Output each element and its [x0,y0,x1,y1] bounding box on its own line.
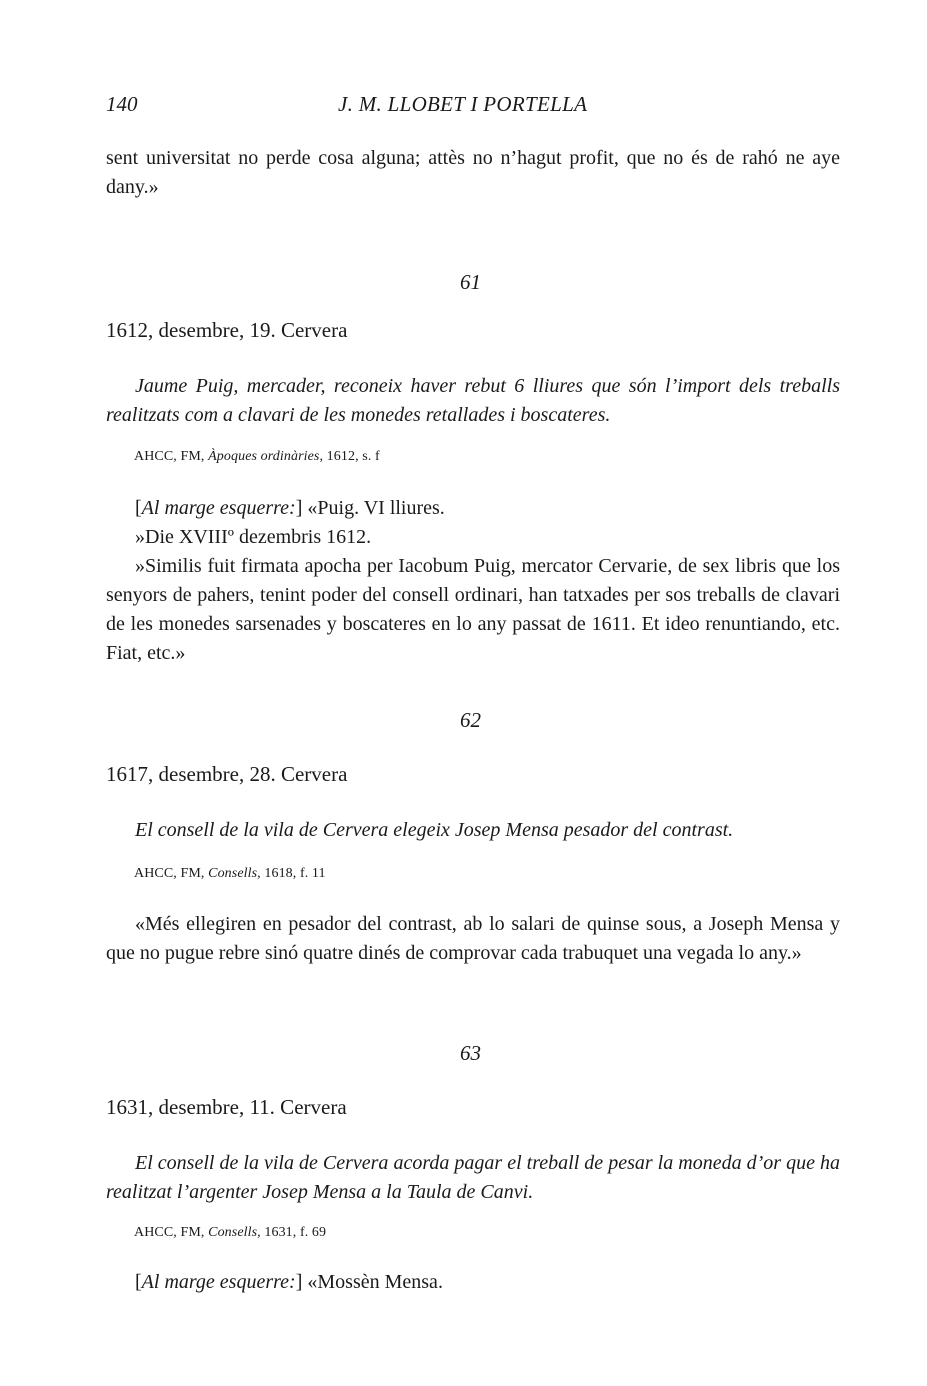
source-63 [134,1225,326,1241]
dateline-63: 1631, desembre, 11. Cervera [106,1095,347,1119]
body-62: «Més ellegiren en pesador del contrast, ab lo salari de quinse sous, a Joseph Mensa y que no pugue rebre sinó quatre dinés de comprovar cada trabuquet una vegada lo any.» [106,913,840,964]
document-number-62: 62 [460,708,481,732]
intro-paragraph: sent universitat no perde cosa alguna; attès no n’hagut profit, que no és de rahó ne aye dany.» [106,147,840,198]
source-63-title: Consells [208,1225,258,1240]
source-61-suffix: , 1612, s. f [319,449,380,464]
running-head: J. M. LLOBET I PORTELLA [338,92,588,116]
source-62 [134,866,326,882]
dateline-62: 1617, desembre, 28. Cervera [106,762,348,786]
document-number-63: 63 [460,1041,481,1065]
source-61 [134,449,380,465]
die-line-61: »Die XVIIIº dezembris 1612. [135,526,372,548]
dateline-61: 1612, desembre, 19. Cervera [106,318,348,342]
margin-note-61: [Al marge esquerre:] «Puig. VI lliures. [135,497,445,519]
summary-62: El consell de la vila de Cervera elegeix Josep Mensa pesador del contrast. [135,819,734,841]
body-61: »Similis fuit firmata apocha per Iacobum Puig, mercator Cervarie, de sex libris que los senyors de pahers, tenint poder del consell ordinari, han tatxades per sos treballs de clavari de les monedes sarsenades y boscateres en lo any passat de 1611. Et ideo renuntiando, etc. Fiat, etc.» [106,555,840,664]
source-63-suffix: , 1631, f. 69 [257,1225,327,1240]
summary-63: El consell de la vila de Cervera acorda pagar el treball de pesar la moneda d’or que ha realitzat l’argenter Josep Mensa a la Taula de Canvi. [106,1152,840,1203]
document-number-61: 61 [460,270,481,294]
margin-label-61: Al marge esquerre: [141,497,296,519]
source-61-title: Àpoques ordinàries [208,449,320,464]
margin-text-61: «Puig. VI lliures. [302,497,445,519]
summary-61: Jaume Puig, mercader, reconeix haver rebut 6 lliures que són l’import dels treballs realitzats com a clavari de les monedes retallades i boscateres. [106,375,840,426]
margin-text-63: «Mossèn Mensa. [302,1271,443,1293]
source-62-suffix: , 1618, f. 11 [257,866,326,881]
source-63-prefix: AHCC, FM, [134,1225,209,1240]
margin-label-63: Al marge esquerre: [141,1271,296,1293]
page-number: 140 [106,92,138,116]
margin-note-63: [Al marge esquerre:] «Mossèn Mensa. [135,1271,443,1293]
transcription-61 [106,494,840,668]
source-62-prefix: AHCC, FM, [134,866,209,881]
source-62-title: Consells [208,866,258,881]
source-61-prefix: AHCC, FM, [134,449,209,464]
